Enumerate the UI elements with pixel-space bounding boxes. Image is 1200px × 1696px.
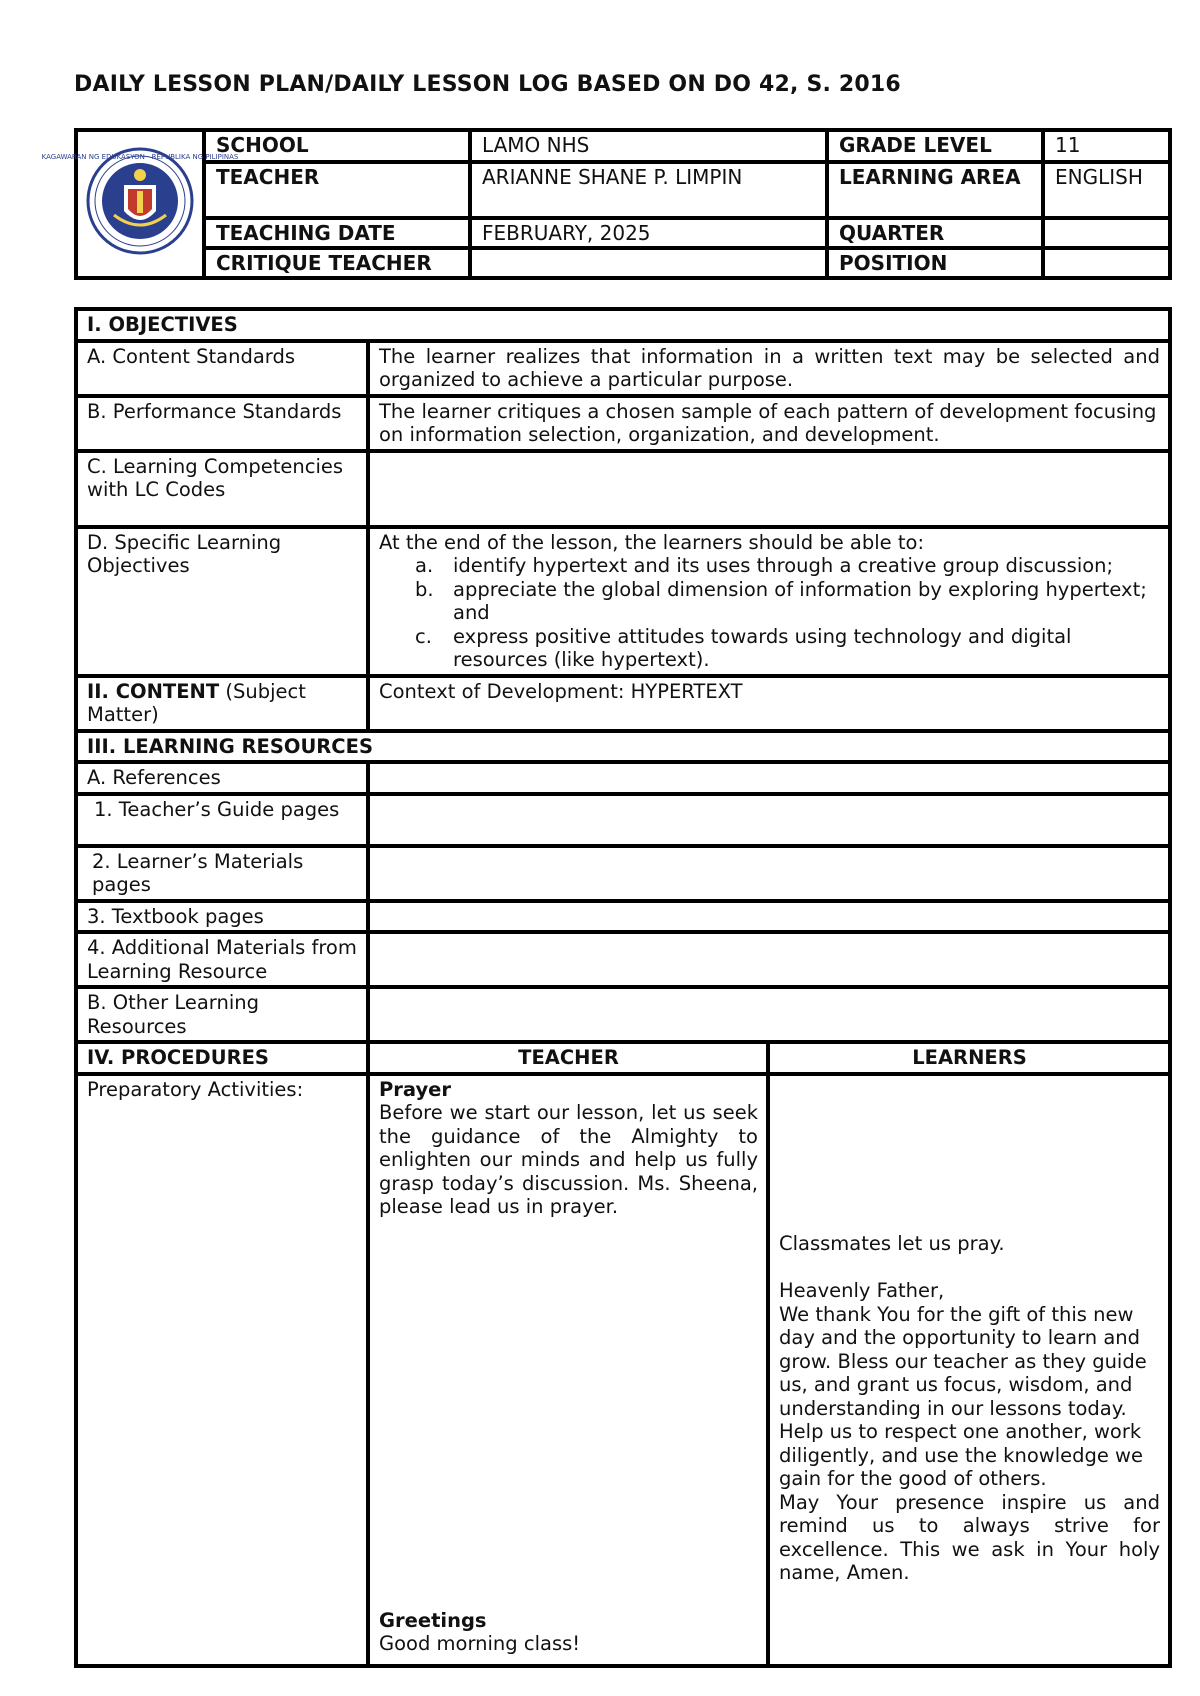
critique-teacher-value <box>470 248 827 278</box>
preparatory-activities-label: Preparatory Activities: <box>76 1074 368 1666</box>
learner-closing: May Your presence inspire us and remind us to always strive for excellence. This we ask in Your holy name, Amen. <box>779 1490 1160 1584</box>
learning-competencies-label: C. Learning Competencies with LC Codes <box>76 451 368 527</box>
deped-seal-logo <box>41 130 239 278</box>
learning-resources-heading: III. LEARNING RESOURCES <box>76 731 1170 763</box>
list-item: b. appreciate the global dimension of information by exploring hypertext; and <box>415 577 1147 624</box>
prayer-text: Before we start our lesson, let us seek the guidance of the Almighty to enlighten our minds and help us fully grasp today’s discussion. Ms. Sheena, please lead us in prayer. <box>379 1101 758 1218</box>
content-label: II. CONTENT (Subject Matter) <box>76 676 368 731</box>
learners-procedure-cell <box>768 1074 1170 1666</box>
greetings-text: Good morning class! <box>379 1632 581 1655</box>
performance-standards-label: B. Performance Standards <box>76 396 368 451</box>
textbook-label: 3. Textbook pages <box>76 901 368 933</box>
position-value <box>1043 248 1170 278</box>
grade-level-value: 11 <box>1043 130 1170 162</box>
teacher-label: TEACHER <box>204 162 470 218</box>
objectives-heading: I. OBJECTIVES <box>76 309 1170 341</box>
critique-teacher-label: CRITIQUE TEACHER <box>204 248 470 278</box>
list-item: a. identify hypertext and its uses through a creative group discussion; <box>415 554 1114 577</box>
position-label: POSITION <box>827 248 1043 278</box>
quarter-value <box>1043 218 1170 248</box>
document-title: DAILY LESSON PLAN/DAILY LESSON LOG BASED ON DO 42, S. 2016 <box>74 72 901 97</box>
learners-column-header: LEARNERS <box>768 1042 1170 1074</box>
greetings-block <box>379 1609 580 1656</box>
procedures-heading: IV. PROCEDURES <box>76 1042 368 1074</box>
learners-materials-value <box>368 846 1170 901</box>
other-resources-label: B. Other Learning Resources <box>76 987 368 1042</box>
other-resources-value <box>368 987 1170 1042</box>
learner-intro: Classmates let us pray. <box>779 1231 1005 1255</box>
learning-area-label: LEARNING AREA <box>827 162 1043 218</box>
content-value: Context of Development: HYPERTEXT <box>368 676 1170 731</box>
teaching-date-value: FEBRUARY, 2025 <box>470 218 827 248</box>
learner-prayer: We thank You for the gift of this new day and the opportunity to learn and grow. Bless our teacher as they guide us, and grant us focus, wisdom, and understanding in our lessons today. Help us to respect one another, work diligently, and use the knowledge we gain for the good of others. <box>779 1302 1147 1490</box>
quarter-label: QUARTER <box>827 218 1043 248</box>
teaching-date-label: TEACHING DATE <box>204 218 470 248</box>
lesson-plan-table <box>74 307 1172 1668</box>
prayer-title: Prayer <box>379 1077 452 1101</box>
teachers-guide-value <box>368 794 1170 846</box>
specific-objectives-intro: At the end of the lesson, the learners should be able to: <box>379 530 925 554</box>
teacher-procedure-cell <box>368 1074 768 1666</box>
teacher-column-header: TEACHER <box>368 1042 768 1074</box>
grade-level-label: GRADE LEVEL <box>827 130 1043 162</box>
specific-objectives-list <box>379 554 1160 672</box>
textbook-value <box>368 901 1170 933</box>
teachers-guide-label: 1. Teacher’s Guide pages <box>76 794 368 846</box>
additional-materials-value <box>368 932 1170 987</box>
specific-objectives-label: D. Specific Learning Objectives <box>76 527 368 676</box>
learning-competencies-value <box>368 451 1170 527</box>
greetings-title: Greetings <box>379 1608 487 1632</box>
seal-text: KAGAWARAN NG EDUKASYON · REPUBLIKA NG PILIPINAS <box>41 153 239 161</box>
references-value <box>368 762 1170 794</box>
seal-icon <box>41 145 239 257</box>
specific-objectives-cell <box>368 527 1170 676</box>
list-item: c. express positive attitudes towards using technology and digital resources (like hypertext). <box>415 624 1072 671</box>
school-label: SCHOOL <box>204 130 470 162</box>
header-table <box>41 128 1172 280</box>
content-standards-value: The learner realizes that information in a written text may be selected and organized to achieve a particular purpose. <box>368 341 1170 396</box>
performance-standards-value: The learner critiques a chosen sample of each pattern of development focusing on information selection, organization, and development. <box>368 396 1170 451</box>
school-value: LAMO NHS <box>470 130 827 162</box>
learners-materials-label: 2. Learner’s Materials pages <box>76 846 368 901</box>
learner-salutation: Heavenly Father, <box>779 1279 945 1302</box>
learner-spacer <box>779 1078 1160 1232</box>
learning-area-value: ENGLISH <box>1043 162 1170 218</box>
content-standards-label: A. Content Standards <box>76 341 368 396</box>
additional-materials-label: 4. Additional Materials from Learning Resource <box>76 932 368 987</box>
references-label: A. References <box>76 762 368 794</box>
teacher-value: ARIANNE SHANE P. LIMPIN <box>470 162 827 218</box>
